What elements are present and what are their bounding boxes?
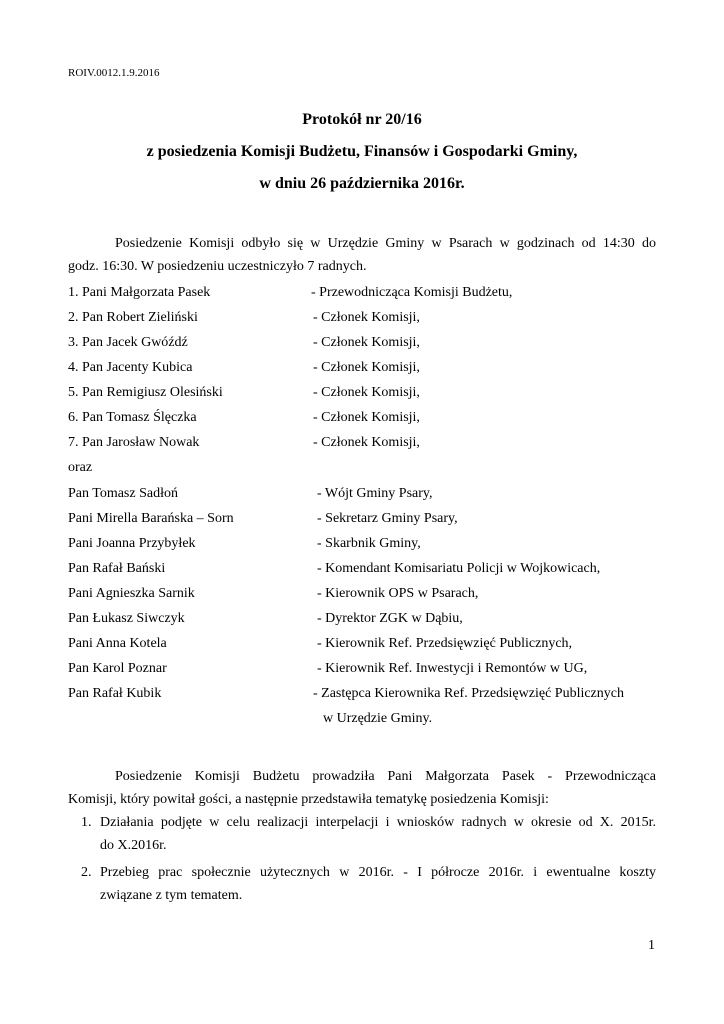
- protocol-subtitle: z posiedzenia Komisji Budżetu, Finansów i Gospodarki Gminy,: [146, 143, 578, 160]
- meeting-line-1: Posiedzenie Komisji Budżetu prowadziła Pani Małgorzata Pasek - Przewodnicząca: [115, 769, 656, 784]
- member-role: - Członek Komisji,: [313, 385, 420, 400]
- member-name: 5. Pan Remigiusz Olesiński: [68, 385, 223, 400]
- intro-line-1: Posiedzenie Komisji odbyło się w Urzędzie Gminy w Psarach w godzinach od 14:30 do: [115, 236, 656, 251]
- guest-name: Pan Rafał Bański: [68, 561, 166, 576]
- intro-line-2: godz. 16:30. W posiedzeniu uczestniczyło 7 radnych.: [68, 259, 367, 274]
- agenda-text: [100, 861, 656, 907]
- agenda-number: 2.: [81, 865, 92, 880]
- member-role: - Przewodnicząca Komisji Budżetu,: [311, 285, 513, 300]
- intro-paragraph: [68, 232, 656, 278]
- agenda-number: 1.: [81, 815, 92, 830]
- member-name: 1. Pani Małgorzata Pasek: [68, 285, 211, 300]
- member-name: 7. Pan Jarosław Nowak: [68, 435, 200, 450]
- member-role: - Członek Komisji,: [313, 360, 420, 375]
- member-role: - Członek Komisji,: [313, 335, 420, 350]
- guest-name: Pani Anna Kotela: [68, 636, 167, 651]
- document-reference: ROIV.0012.1.9.2016: [68, 67, 160, 79]
- guest-name: Pani Joanna Przybyłek: [68, 536, 196, 551]
- guest-name: Pan Tomasz Sadłoń: [68, 486, 178, 501]
- agenda-line-2: do X.2016r.: [100, 838, 167, 853]
- guest-role: - Kierownik Ref. Przedsięwzięć Publicznych,: [317, 636, 573, 651]
- member-name: 2. Pan Robert Zieliński: [68, 310, 198, 325]
- guest-role: - Zastępca Kierownika Ref. Przedsięwzięć Publicznych: [313, 686, 624, 701]
- page-number: 1: [648, 938, 655, 953]
- oraz-label: oraz: [68, 460, 93, 475]
- member-name: 4. Pan Jacenty Kubica: [68, 360, 193, 375]
- meeting-paragraph: [68, 765, 656, 811]
- agenda-line-1: Działania podjęte w celu realizacji interpelacji i wniosków radnych w okresie od X. 2015r.: [100, 815, 656, 830]
- guest-role: - Kierownik OPS w Psarach,: [317, 586, 479, 601]
- guest-name: Pan Karol Poznar: [68, 661, 167, 676]
- guest-role: - Skarbnik Gminy,: [317, 536, 421, 551]
- guest-name: Pan Łukasz Siwczyk: [68, 611, 185, 626]
- guest-role: - Wójt Gminy Psary,: [317, 486, 433, 501]
- member-role: - Członek Komisji,: [313, 310, 420, 325]
- guest-name: Pani Agnieszka Sarnik: [68, 586, 195, 601]
- member-role: - Członek Komisji,: [313, 410, 420, 425]
- agenda-line-2: związane z tym tematem.: [100, 888, 243, 903]
- guest-role: - Kierownik Ref. Inwestycji i Remontów w UG,: [317, 661, 588, 676]
- member-role: - Członek Komisji,: [313, 435, 420, 450]
- protocol-date: w dniu 26 października 2016r.: [259, 175, 465, 192]
- guest-role: - Komendant Komisariatu Policji w Wojkowicach,: [317, 561, 601, 576]
- agenda-line-1: Przebieg prac społecznie użytecznych w 2016r. - I półrocze 2016r. i ewentualne koszty: [100, 865, 656, 880]
- meeting-line-2: Komisji, który powitał gości, a następnie przedstawiła tematykę posiedzenia Komisji:: [68, 792, 549, 807]
- agenda-text: [100, 811, 656, 857]
- member-name: 3. Pan Jacek Gwóźdź: [68, 335, 188, 350]
- member-name: 6. Pan Tomasz Ślęczka: [68, 410, 197, 425]
- guest-role: - Dyrektor ZGK w Dąbiu,: [317, 611, 463, 626]
- guest-role: - Sekretarz Gminy Psary,: [317, 511, 458, 526]
- guest-name: Pani Mirella Barańska – Sorn: [68, 511, 234, 526]
- guest-name: Pan Rafał Kubik: [68, 686, 162, 701]
- protocol-title: Protokół nr 20/16: [302, 111, 422, 128]
- guest-role-continuation: w Urzędzie Gminy.: [323, 711, 433, 726]
